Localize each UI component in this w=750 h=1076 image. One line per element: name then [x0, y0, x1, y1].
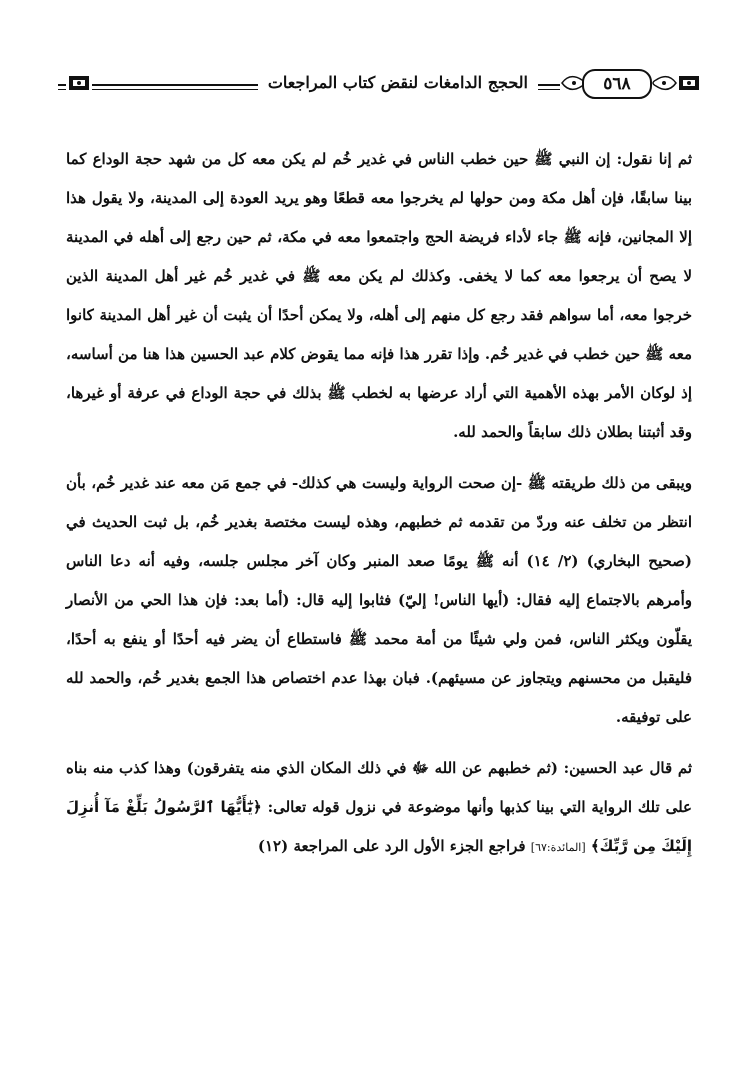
page-number-frame	[560, 64, 678, 102]
header-ornament-right-icon	[676, 72, 702, 94]
body-text	[66, 140, 692, 867]
verse-reference: [المائدة:٦٧]	[530, 841, 586, 854]
quran-verse: ﴿يَٰٓأَيُّهَا ٱلرَّسُولُ بَلِّغْ مَآ أُنزِلَ إِلَيْكَ مِن رَّبِّكَ﴾	[66, 798, 692, 855]
paragraph-3-text: ثم قال عبد الحسين: (ثم خطبهم عن الله ﷻ في ذلك المكان الذي منه يتفرقون) وهذا كذب منه بناه على تلك الرواية التي بينا كذبها وأنها موضوعة في نزول قوله تعالى:	[66, 759, 692, 816]
paragraph-1: ثم إنا نقول: إن النبي ﷺ حين خطب الناس في غدير خُم لم يكن معه كل من شهد حجة الوداع كما بينا سابقًا، فإن أهل مكة ومن حولها لم يخرجوا معه قطعًا وهو يريد العودة إلى المدينة، ولا يقول هذا إلا المجانين، فإنه ﷺ جاء لأداء فريضة الحج واجتمعوا معه في مكة، ثم حين رجع إلى أهله في المدينة لا يصح أن يرجعوا معه كما لا يخفى. وكذلك لم يكن معه ﷺ في غدير خُم غير أهل المدينة الذين خرجوا معه، أما سواهم فقد رجع كل منهم إلى أهله، ولا يمكن أحدًا أن يثبت أن غير أهل المدينة كانوا معه ﷺ حين خطب في غدير خُم. وإذا تقرر هذا فإنه مما يقوض كلام عبد الحسين هذا هنا من أساسه، إذ لوكان الأمر بهذه الأهمية التي أراد عرضها به لخطب ﷺ بذلك في حجة الوداع في عرفة أو غيرها، وقد أثبتنا بطلان ذلك سابقاً والحمد لله.	[66, 150, 692, 441]
header-ornament-left-icon	[66, 72, 92, 94]
page-header	[58, 62, 698, 106]
paragraph-2: ويبقى من ذلك طريقته ﷺ -إن صحت الرواية وليست هي كذلك- في جمع مَن معه عند غدير خُم، بأن انتظر من تخلف عنه وردّ من تقدمه ثم خطبهم، وهذه ليست مختصة بغدير خُم، بل ثبت الحديث في (صحيح البخاري) (٢/ ١٤) أنه ﷺ يومًا صعد المنبر وكان آخر مجلس جلسه، وفيه أنه دعا الناس وأمرهم بالاجتماع إليه فقال: (أيها الناس! إليّ) فثابوا إليه قال: (أما بعد: فإن هذا الحي من الأنصار يقلّون ويكثر الناس، فمن ولي شيئًا من أمة محمد ﷺ فاستطاع أن يضر فيه أحدًا أو ينفع به أحدًا، فليقبل من محسنهم ويتجاوز عن مسيئهم). فبان بهذا عدم اختصاص هذا الجمع بغدير خُم، والحمد لله على توفيقه.	[66, 474, 692, 726]
running-title: الحجج الدامغات لنقض كتاب المراجعات	[258, 68, 538, 98]
paragraph-3	[66, 749, 692, 867]
page-number: ٥٦٨	[582, 69, 652, 99]
paragraph-3-tail: فراجع الجزء الأول الرد على المراجعة (١٢)	[257, 837, 526, 855]
